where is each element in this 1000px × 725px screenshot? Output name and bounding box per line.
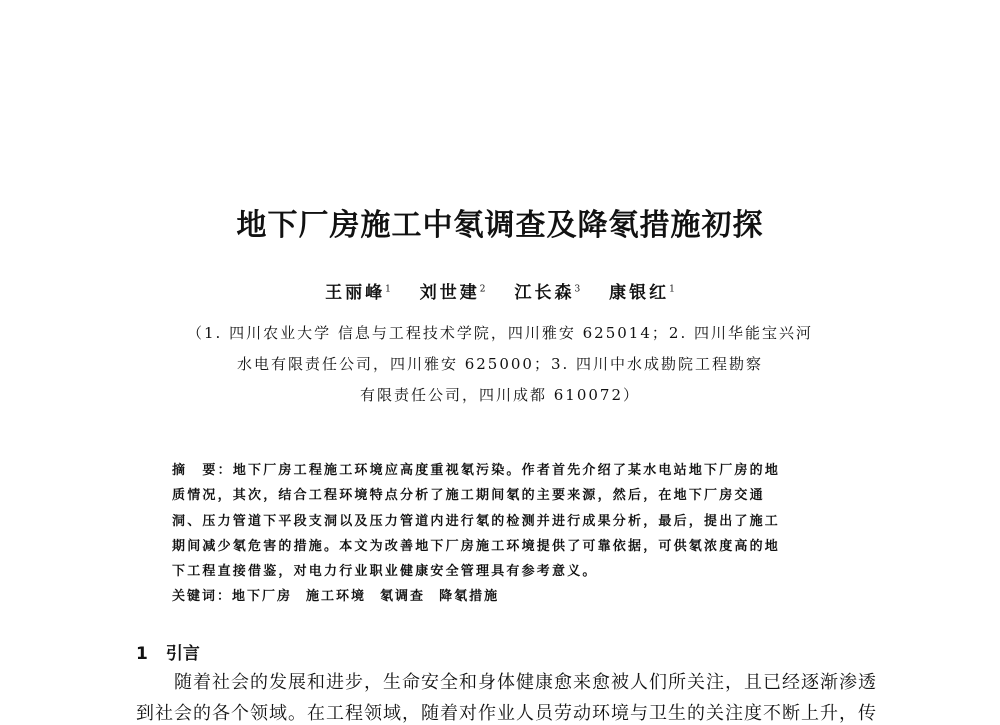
keywords-label: 关键词： <box>172 589 233 604</box>
abstract-line: 质情况，其次，结合工程环境特点分析了施工期间氡的主要来源，然后，在地下厂房交通 <box>172 488 765 503</box>
keyword: 地下厂房 <box>232 589 293 604</box>
author: 刘世建$^2$ <box>419 283 486 303</box>
body-text-line: 随着社会的发展和进步，生命安全和身体健康愈来愈被人们所关注，且已经逐渐渗透 <box>136 672 877 693</box>
author: 王丽峰$^1$ <box>325 283 391 303</box>
author: 江长森$^3$ <box>514 283 581 303</box>
abstract-line: 下工程直接借鉴，对电力行业职业健康安全管理具有参考意义。 <box>172 564 598 579</box>
keyword: 施工环境 <box>306 589 367 604</box>
abstract-line: 洞、压力管道下平段支洞以及压力管道内进行氡的检测并进行成果分析，最后，提出了施工 <box>172 514 781 529</box>
keywords <box>172 585 513 604</box>
abstract-line: 期间减少氡危害的措施。本文为改善地下厂房施工环境提供了可靠依据，可供氡浓度高的地 <box>172 539 781 554</box>
affiliation-line: 水电有限责任公司，四川雅安 625000；3. 四川中水成勘院工程勘察 <box>236 355 764 373</box>
section-title: 引言 <box>165 644 200 664</box>
author-list <box>0 278 1000 303</box>
affiliation-line: 有限责任公司，四川成都 610072） <box>359 386 641 404</box>
body-text-line: 到社会的各个领域。在工程领域，随着对作业人员劳动环境与卫生的关注度不断上升，传 <box>136 703 877 724</box>
section-number: 1 <box>136 644 148 664</box>
abstract-label: 摘 要： <box>172 463 233 478</box>
section-heading <box>136 639 200 664</box>
abstract-line: 摘 要：地下厂房工程施工环境应高度重视氡污染。作者首先介绍了某水电站地下厂房的地 <box>172 463 781 478</box>
affiliation-line: （1. 四川农业大学 信息与工程技术学院，四川雅安 625014；2. 四川华能宝兴河 <box>187 324 813 342</box>
keyword: 降氡措施 <box>439 589 500 604</box>
paper-title: 地下厂房施工中氡调查及降氡措施初探 <box>236 208 764 243</box>
keyword: 氡调查 <box>380 589 426 604</box>
author: 康银红$^1$ <box>609 283 675 303</box>
